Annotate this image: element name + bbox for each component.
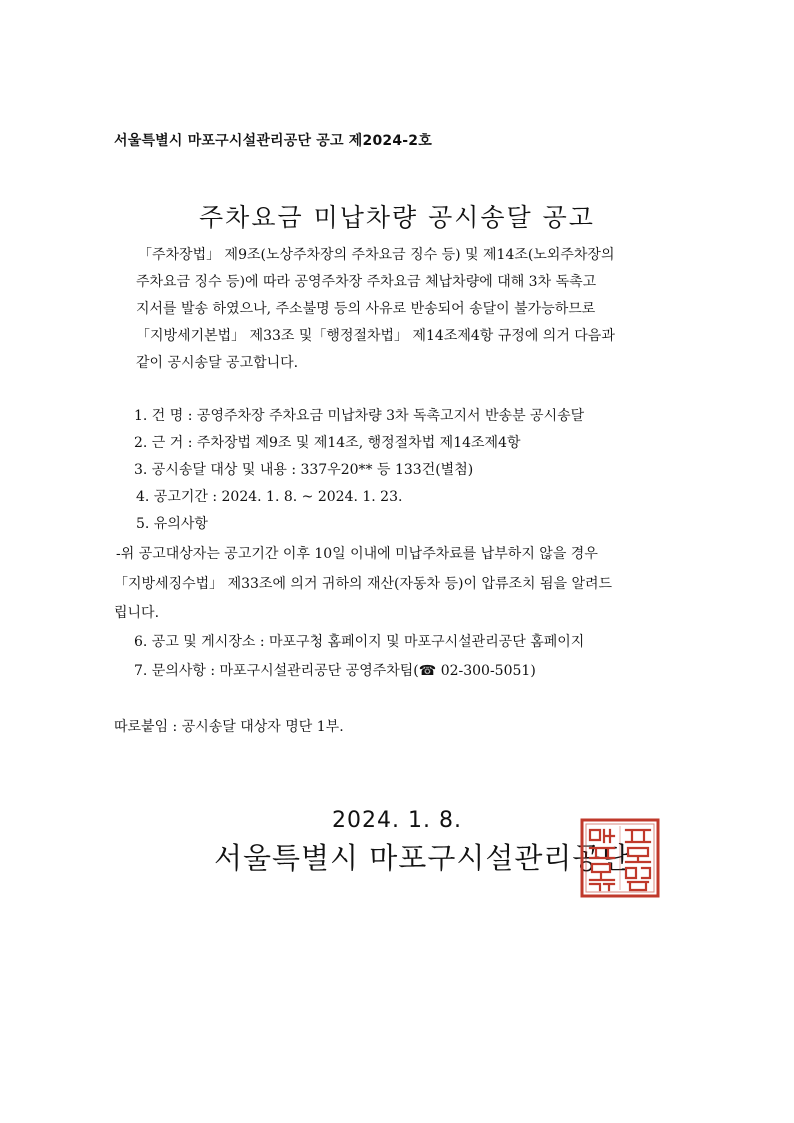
organization-name: 서울특별시 마포구시설관리공단 [214, 841, 631, 875]
issue-date: 2024. 1. 8. [332, 808, 462, 833]
caution-line: 「지방세징수법」 제33조에 의거 귀하의 재산(자동차 등)이 압류조치 됨을 알려드 [114, 576, 613, 592]
intro-line: 지서를 발송 하였으나, 주소불명 등의 사유로 반송되어 송달이 불가능하므로 [136, 301, 596, 317]
intro-line: 같이 공시송달 공고합니다. [136, 355, 299, 371]
item-basis: 2. 근 거 : 주차장법 제9조 및 제14조, 행정절차법 제14조제4항 [134, 435, 521, 451]
item-inquiry [134, 661, 536, 681]
caution-line: 립니다. [114, 605, 160, 621]
item-period: 4. 공고기간 : 2024. 1. 8. ~ 2024. 1. 23. [136, 489, 403, 505]
item-posting-place: 6. 공고 및 게시장소 : 마포구청 홈페이지 및 마포구시설관리공단 홈페이지 [134, 634, 585, 650]
item-target: 3. 공시송달 대상 및 내용 : 337우20** 등 133건(별첨) [134, 462, 474, 478]
notice-number: 서울특별시 마포구시설관리공단 공고 제2024-2호 [114, 133, 432, 149]
caution-line: -위 공고대상자는 공고기간 이후 10일 이내에 미납주차료를 납부하지 않을 경우 [116, 546, 598, 562]
intro-line: 「지방세기본법」 제33조 및「행정절차법」 제14조제4항 규정에 의거 다음과 [136, 328, 615, 344]
inquiry-phone: 02-300-5051) [440, 663, 536, 679]
item-cautions: 5. 유의사항 [136, 516, 208, 532]
attachment-note: 따로붙임 : 공시송달 대상자 명단 1부. [114, 719, 344, 735]
intro-line: 주차요금 징수 등)에 따라 공영주차장 주차요금 체납차량에 대해 3차 독촉고 [136, 274, 597, 290]
telephone-icon: ☎ [418, 663, 437, 679]
intro-line: 「주차장법」 제9조(노상주차장의 주차요금 징수 등) 및 제14조(노외주차장의 [138, 247, 615, 263]
item-subject: 1. 건 명 : 공영주차장 주차요금 미납차량 3차 독촉고지서 반송분 공시송달 [134, 408, 585, 424]
intro-paragraph [120, 242, 680, 377]
document-title: 주차요금 미납차량 공시송달 공고 [199, 203, 595, 232]
inquiry-text: 7. 문의사항 : 마포구시설관리공단 공영주차팀( [134, 663, 419, 679]
official-seal-icon [580, 818, 660, 898]
